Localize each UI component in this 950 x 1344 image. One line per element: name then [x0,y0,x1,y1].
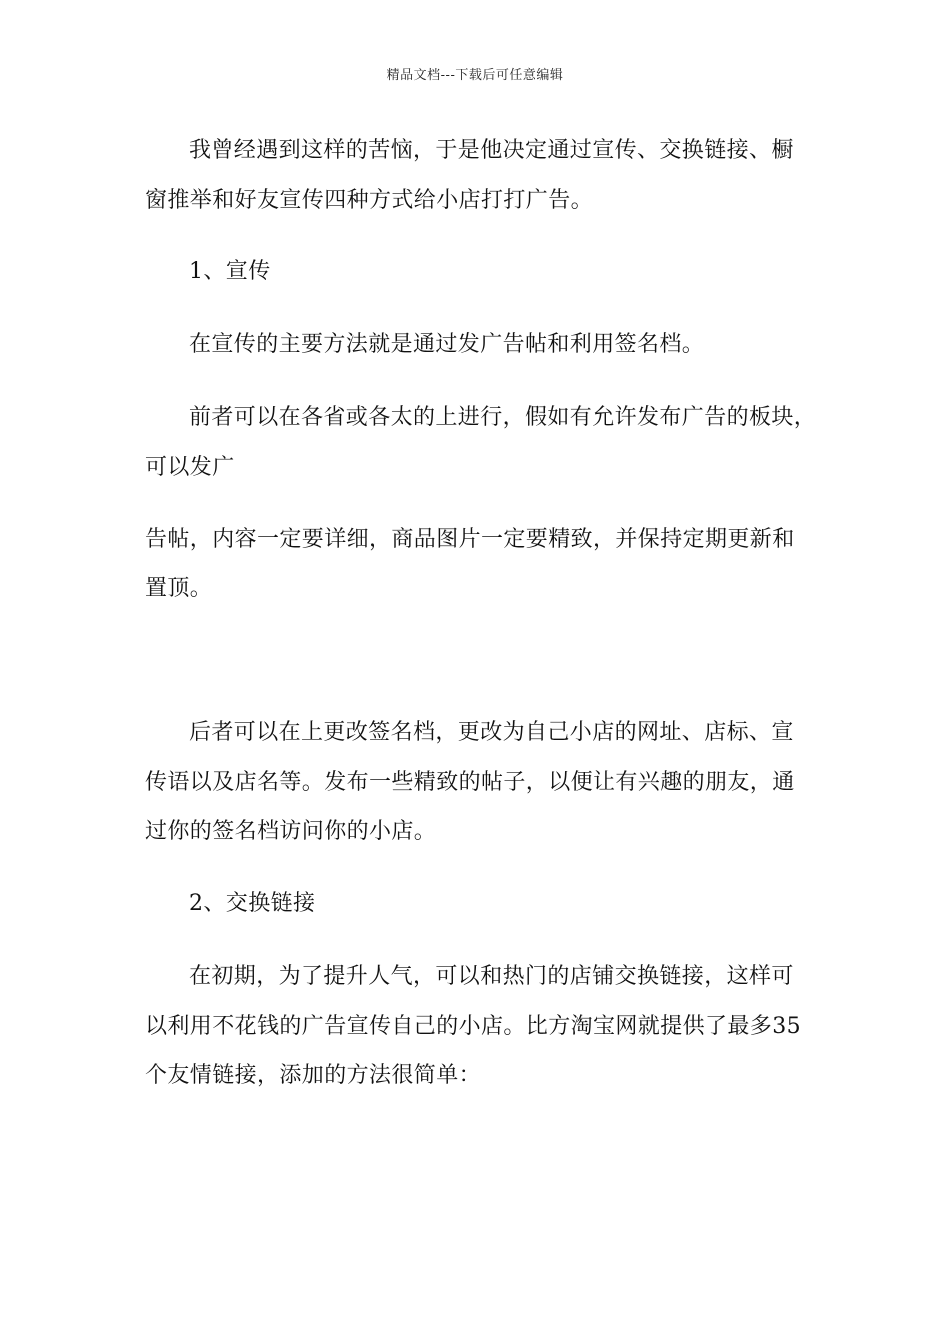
paragraph-5-line-3: 过你的签名档访问你的小店。 [145,819,437,844]
section-heading-1: 1、宣传 [189,259,271,284]
paragraph-4-line-2: 置顶。 [145,576,213,601]
paragraph-6-line-2: 以利用不花钱的广告宣传自己的小店。比方淘宝网就提供了最多35 [145,1014,801,1039]
paragraph-5-line-1: 后者可以在上更改签名档，更改为自己小店的网址、店标、宣 [189,720,794,745]
paragraph-5-line-2: 传语以及店名等。发布一些精致的帖子，以便让有兴趣的朋友，通 [145,770,795,795]
paragraph-3-line-2: 可以发广 [145,455,235,480]
paragraph-2-line-1: 在宣传的主要方法就是通过发广告帖和利用签名档。 [189,332,705,357]
paragraph-4-line-1: 告帖，内容一定要详细，商品图片一定要精致，并保持定期更新和 [145,527,795,552]
paragraph-6-line-1: 在初期，为了提升人气，可以和热门的店铺交换链接，这样可 [189,964,794,989]
paragraph-1-line-1: 我曾经遇到这样的苦恼，于是他决定通过宣传、交换链接、橱 [189,138,794,163]
paragraph-6-line-3: 个友情链接，添加的方法很简单： [145,1063,482,1088]
page-header: 精品文档---下载后可任意编辑 [386,68,564,83]
section-heading-2: 2、交换链接 [189,891,316,916]
paragraph-1-line-2: 窗推举和好友宣传四种方式给小店打打广告。 [145,188,594,213]
paragraph-3-line-1: 前者可以在各省或各太的上进行，假如有允许发布广告的板块， [189,405,817,430]
